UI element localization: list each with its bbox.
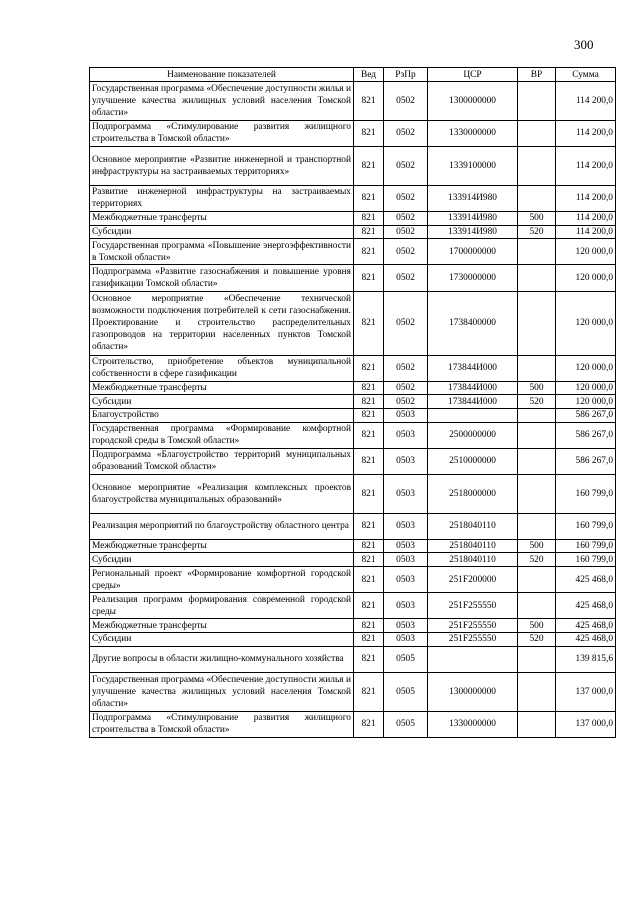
- row-ved-cell: 821: [354, 395, 384, 409]
- row-csr-cell: 251F255550: [428, 593, 518, 619]
- table-row: [90, 567, 616, 593]
- table-row: [90, 381, 616, 395]
- table-row: [90, 120, 616, 146]
- row-rzpr-cell: 0505: [384, 711, 428, 737]
- row-rzpr-cell: 0502: [384, 146, 428, 185]
- row-name-cell: Субсидии: [90, 225, 354, 239]
- table-header: [90, 68, 616, 82]
- table-row: [90, 408, 616, 422]
- row-rzpr-cell: 0503: [384, 448, 428, 474]
- row-sum-cell: 586 267,0: [556, 422, 616, 448]
- row-name-cell: Субсидии: [90, 633, 354, 647]
- row-csr-cell: 1300000000: [428, 672, 518, 711]
- row-sum-cell: 120 000,0: [556, 239, 616, 265]
- row-rzpr-cell: 0503: [384, 633, 428, 647]
- row-sum-cell: 114 200,0: [556, 225, 616, 239]
- row-sum-cell: 114 200,0: [556, 82, 616, 121]
- row-sum-cell: 137 000,0: [556, 711, 616, 737]
- row-rzpr-cell: 0502: [384, 185, 428, 211]
- row-ved-cell: 821: [354, 239, 384, 265]
- row-ved-cell: 821: [354, 408, 384, 422]
- row-rzpr-cell: 0505: [384, 646, 428, 672]
- row-rzpr-cell: 0503: [384, 593, 428, 619]
- table-row: [90, 474, 616, 513]
- row-sum-cell: 160 799,0: [556, 513, 616, 539]
- row-ved-cell: 821: [354, 211, 384, 225]
- row-vr-cell: [518, 185, 556, 211]
- row-ved-cell: 821: [354, 646, 384, 672]
- row-csr-cell: 1300000000: [428, 82, 518, 121]
- row-csr-cell: 1700000000: [428, 239, 518, 265]
- row-sum-cell: 120 000,0: [556, 381, 616, 395]
- row-sum-cell: 120 000,0: [556, 355, 616, 381]
- table-row: [90, 513, 616, 539]
- row-csr-cell: 133914И980: [428, 225, 518, 239]
- row-vr-cell: 500: [518, 381, 556, 395]
- row-name-cell: Субсидии: [90, 395, 354, 409]
- budget-table: [89, 67, 616, 738]
- table-row: [90, 672, 616, 711]
- row-sum-cell: 120 000,0: [556, 265, 616, 291]
- row-ved-cell: 821: [354, 633, 384, 647]
- row-name-cell: Межбюджетные трансферты: [90, 381, 354, 395]
- row-ved-cell: 821: [354, 291, 384, 355]
- row-csr-cell: 2518040110: [428, 553, 518, 567]
- row-csr-cell: 2500000000: [428, 422, 518, 448]
- table-row: [90, 633, 616, 647]
- row-rzpr-cell: 0503: [384, 539, 428, 553]
- row-sum-cell: 114 200,0: [556, 185, 616, 211]
- row-name-cell: Реализация мероприятий по благоустройству областного центра: [90, 513, 354, 539]
- row-vr-cell: [518, 82, 556, 121]
- table-row: [90, 539, 616, 553]
- row-sum-cell: 160 799,0: [556, 539, 616, 553]
- row-vr-cell: 500: [518, 211, 556, 225]
- table-row: [90, 211, 616, 225]
- row-csr-cell: 1339100000: [428, 146, 518, 185]
- row-name-cell: Государственная программа «Формирование комфортной городской среды в Томской области»: [90, 422, 354, 448]
- row-name-cell: Основное мероприятие «Обеспечение технической возможности подключения потребителей к сети газоснабжения. Проектирование и строительство распределительных газопроводов на территории населенных пунктов Томской области»: [90, 291, 354, 355]
- row-vr-cell: [518, 146, 556, 185]
- row-csr-cell: 1330000000: [428, 120, 518, 146]
- table-row: [90, 711, 616, 737]
- row-rzpr-cell: 0502: [384, 211, 428, 225]
- row-rzpr-cell: 0502: [384, 265, 428, 291]
- row-sum-cell: 586 267,0: [556, 448, 616, 474]
- page-number: 300: [574, 37, 594, 52]
- row-sum-cell: 425 468,0: [556, 567, 616, 593]
- row-sum-cell: 160 799,0: [556, 474, 616, 513]
- row-rzpr-cell: 0503: [384, 474, 428, 513]
- row-vr-cell: [518, 408, 556, 422]
- column-header-csr: ЦСР: [428, 68, 518, 82]
- row-rzpr-cell: 0502: [384, 381, 428, 395]
- row-name-cell: Подпрограмма «Благоустройство территорий муниципальных образований Томской области»: [90, 448, 354, 474]
- table-row: [90, 185, 616, 211]
- row-vr-cell: [518, 593, 556, 619]
- row-vr-cell: [518, 672, 556, 711]
- row-sum-cell: 120 000,0: [556, 395, 616, 409]
- row-csr-cell: 2510000000: [428, 448, 518, 474]
- row-sum-cell: 425 468,0: [556, 619, 616, 633]
- table-row: [90, 619, 616, 633]
- row-ved-cell: 821: [354, 120, 384, 146]
- row-csr-cell: 2518000000: [428, 474, 518, 513]
- table-row: [90, 265, 616, 291]
- row-ved-cell: 821: [354, 539, 384, 553]
- row-name-cell: Межбюджетные трансферты: [90, 539, 354, 553]
- row-ved-cell: 821: [354, 422, 384, 448]
- row-ved-cell: 821: [354, 567, 384, 593]
- row-name-cell: Государственная программа «Обеспечение доступности жилья и улучшение качества жилищных условий населения Томской области»: [90, 672, 354, 711]
- table-row: [90, 225, 616, 239]
- row-vr-cell: [518, 355, 556, 381]
- row-name-cell: Региональный проект «Формирование комфортной городской среды»: [90, 567, 354, 593]
- row-vr-cell: 520: [518, 225, 556, 239]
- row-csr-cell: 2518040110: [428, 513, 518, 539]
- row-name-cell: Основное мероприятие «Развитие инженерной и транспортной инфраструктуры на застраиваемых территориях»: [90, 146, 354, 185]
- row-vr-cell: 520: [518, 633, 556, 647]
- row-name-cell: Межбюджетные трансферты: [90, 211, 354, 225]
- row-rzpr-cell: 0503: [384, 619, 428, 633]
- table-row: [90, 553, 616, 567]
- row-name-cell: Развитие инженерной инфраструктуры на застраиваемых территориях: [90, 185, 354, 211]
- row-sum-cell: 114 200,0: [556, 211, 616, 225]
- row-vr-cell: [518, 711, 556, 737]
- row-vr-cell: [518, 265, 556, 291]
- row-csr-cell: 173844И000: [428, 395, 518, 409]
- row-vr-cell: 500: [518, 539, 556, 553]
- row-name-cell: Подпрограмма «Стимулирование развития жилищного строительства в Томской области»: [90, 120, 354, 146]
- table-body: [90, 82, 616, 738]
- row-ved-cell: 821: [354, 355, 384, 381]
- row-vr-cell: [518, 239, 556, 265]
- row-sum-cell: 114 200,0: [556, 146, 616, 185]
- table-row: [90, 646, 616, 672]
- row-vr-cell: [518, 567, 556, 593]
- row-name-cell: Государственная программа «Обеспечение доступности жилья и улучшение качества жилищных условий населения Томской области»: [90, 82, 354, 121]
- row-csr-cell: 1730000000: [428, 265, 518, 291]
- row-rzpr-cell: 0503: [384, 422, 428, 448]
- row-csr-cell: 251F255550: [428, 619, 518, 633]
- row-ved-cell: 821: [354, 513, 384, 539]
- row-ved-cell: 821: [354, 619, 384, 633]
- row-csr-cell: 1738400000: [428, 291, 518, 355]
- row-vr-cell: [518, 448, 556, 474]
- row-name-cell: Государственная программа «Повышение энергоэффективности в Томской области»: [90, 239, 354, 265]
- column-header-ved: Вед: [354, 68, 384, 82]
- table-row: [90, 291, 616, 355]
- row-name-cell: Субсидии: [90, 553, 354, 567]
- column-header-sum: Сумма: [556, 68, 616, 82]
- table-row: [90, 82, 616, 121]
- row-ved-cell: 821: [354, 448, 384, 474]
- column-header-vr: ВР: [518, 68, 556, 82]
- table-row: [90, 448, 616, 474]
- row-rzpr-cell: 0505: [384, 672, 428, 711]
- row-rzpr-cell: 0502: [384, 82, 428, 121]
- row-name-cell: Подпрограмма «Развитие газоснабжения и повышение уровня газификации Томской области»: [90, 265, 354, 291]
- row-ved-cell: 821: [354, 82, 384, 121]
- row-rzpr-cell: 0502: [384, 355, 428, 381]
- row-name-cell: Межбюджетные трансферты: [90, 619, 354, 633]
- row-sum-cell: 114 200,0: [556, 120, 616, 146]
- row-name-cell: Строительство, приобретение объектов муниципальной собственности в сфере газификации: [90, 355, 354, 381]
- row-name-cell: Благоустройство: [90, 408, 354, 422]
- row-sum-cell: 139 815,6: [556, 646, 616, 672]
- row-csr-cell: 1330000000: [428, 711, 518, 737]
- table-row: [90, 239, 616, 265]
- row-ved-cell: 821: [354, 672, 384, 711]
- table-row: [90, 395, 616, 409]
- row-csr-cell: [428, 646, 518, 672]
- row-vr-cell: [518, 291, 556, 355]
- row-name-cell: Подпрограмма «Стимулирование развития жилищного строительства в Томской области»: [90, 711, 354, 737]
- table-row: [90, 593, 616, 619]
- row-rzpr-cell: 0502: [384, 291, 428, 355]
- row-rzpr-cell: 0502: [384, 239, 428, 265]
- row-sum-cell: 586 267,0: [556, 408, 616, 422]
- row-ved-cell: 821: [354, 553, 384, 567]
- row-ved-cell: 821: [354, 146, 384, 185]
- row-sum-cell: 137 000,0: [556, 672, 616, 711]
- row-ved-cell: 821: [354, 474, 384, 513]
- row-vr-cell: [518, 120, 556, 146]
- row-vr-cell: 500: [518, 619, 556, 633]
- row-ved-cell: 821: [354, 265, 384, 291]
- row-vr-cell: 520: [518, 395, 556, 409]
- row-rzpr-cell: 0503: [384, 553, 428, 567]
- row-ved-cell: 821: [354, 185, 384, 211]
- row-sum-cell: 425 468,0: [556, 633, 616, 647]
- row-rzpr-cell: 0502: [384, 225, 428, 239]
- row-rzpr-cell: 0502: [384, 120, 428, 146]
- row-csr-cell: 251F200000: [428, 567, 518, 593]
- row-csr-cell: 251F255550: [428, 633, 518, 647]
- row-sum-cell: 120 000,0: [556, 291, 616, 355]
- row-ved-cell: 821: [354, 381, 384, 395]
- row-ved-cell: 821: [354, 593, 384, 619]
- row-rzpr-cell: 0503: [384, 408, 428, 422]
- table-row: [90, 355, 616, 381]
- row-csr-cell: 173844И000: [428, 355, 518, 381]
- row-vr-cell: [518, 513, 556, 539]
- row-rzpr-cell: 0503: [384, 567, 428, 593]
- row-rzpr-cell: 0503: [384, 513, 428, 539]
- row-name-cell: Основное мероприятие «Реализация комплексных проектов благоустройства муниципальных образований»: [90, 474, 354, 513]
- row-csr-cell: 2518040110: [428, 539, 518, 553]
- row-vr-cell: [518, 474, 556, 513]
- row-rzpr-cell: 0502: [384, 395, 428, 409]
- row-csr-cell: 173844И000: [428, 381, 518, 395]
- table-row: [90, 146, 616, 185]
- row-name-cell: Другие вопросы в области жилищно-коммунального хозяйства: [90, 646, 354, 672]
- row-sum-cell: 425 468,0: [556, 593, 616, 619]
- row-ved-cell: 821: [354, 225, 384, 239]
- table-row: [90, 422, 616, 448]
- column-header-rzpr: РзПр: [384, 68, 428, 82]
- row-csr-cell: [428, 408, 518, 422]
- row-vr-cell: [518, 422, 556, 448]
- column-header-name: Наименование показателей: [90, 68, 354, 82]
- row-ved-cell: 821: [354, 711, 384, 737]
- row-vr-cell: 520: [518, 553, 556, 567]
- row-csr-cell: 133914И980: [428, 211, 518, 225]
- row-csr-cell: 133914И980: [428, 185, 518, 211]
- row-vr-cell: [518, 646, 556, 672]
- row-name-cell: Реализация программ формирования современной городской среды: [90, 593, 354, 619]
- row-sum-cell: 160 799,0: [556, 553, 616, 567]
